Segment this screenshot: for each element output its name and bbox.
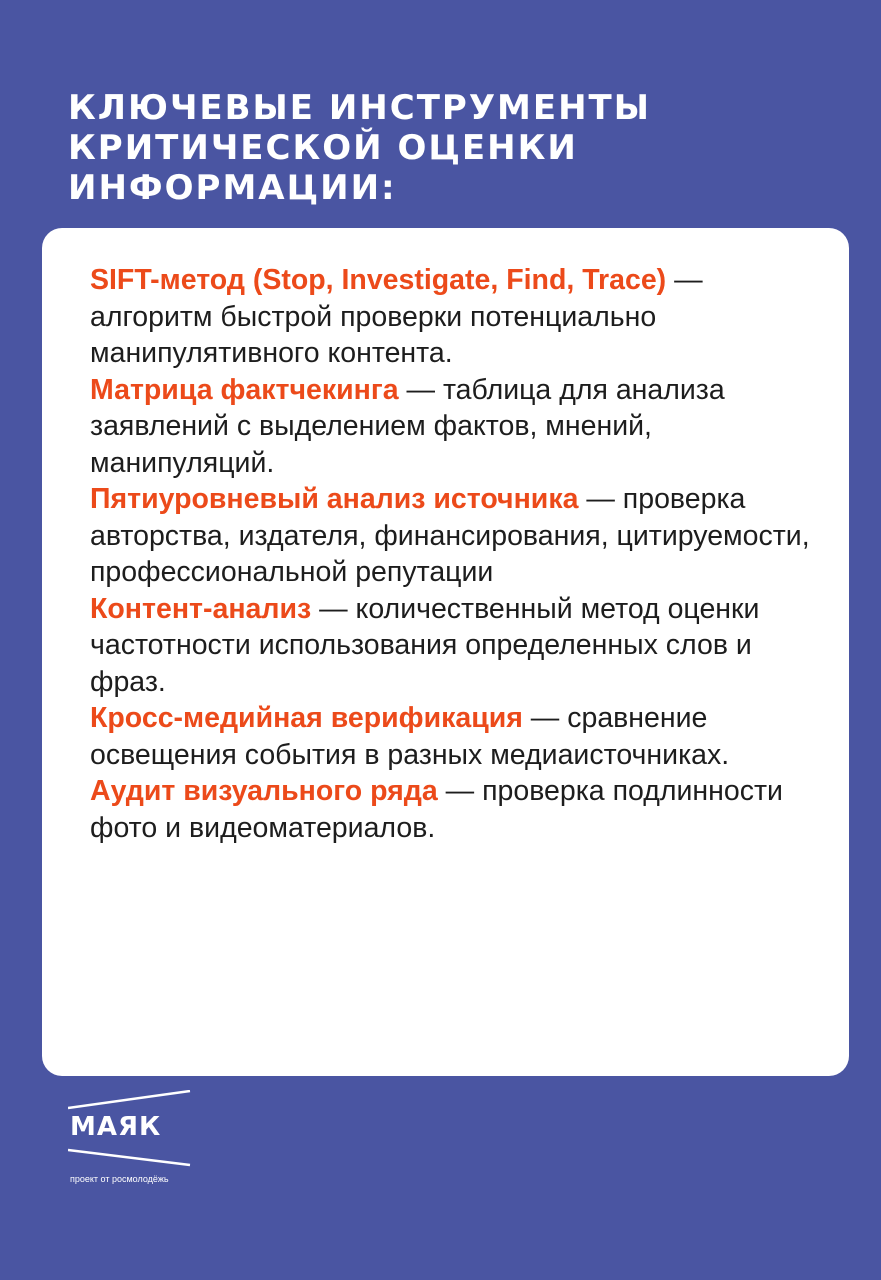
mayak-logo [68, 1090, 198, 1190]
tool-separator: — [311, 592, 356, 625]
tool-term: Аудит визуального ряда [90, 775, 438, 807]
tool-term: Кросс-медийная верификация [90, 702, 523, 734]
tool-term: SIFT-метод (Stop, Investigate, Find, Trace) [90, 264, 667, 296]
title-line-1: КЛЮЧЕВЫЕ ИНСТРУМЕНТЫ [68, 88, 651, 128]
logo-caption: проект от росмолодёжь [70, 1174, 169, 1184]
tool-item-visual-audit [90, 773, 820, 846]
tool-separator: — [522, 702, 568, 734]
tool-item-source-analysis [90, 481, 820, 591]
content-card [42, 228, 849, 1076]
title-line-3: ИНФОРМАЦИИ: [68, 168, 397, 208]
tool-item-cross-media [90, 700, 820, 773]
tool-separator: — [578, 483, 623, 515]
logo-wordmark: МАЯК [70, 1112, 162, 1142]
tool-term: Контент-анализ [90, 592, 312, 625]
tools-list [90, 262, 820, 846]
tool-term: Матрица фактчекинга [90, 373, 399, 406]
tool-description: таблица для анализа заявлений с выделением фактов, мнений, манипуляций. [90, 373, 725, 479]
tool-description: проверка подлинности фото и видеоматериалов. [90, 775, 783, 844]
tool-description: сравнение освещения события в разных медиаисточниках. [90, 702, 730, 771]
title-line-2: КРИТИЧЕСКОЙ ОЦЕНКИ [68, 128, 578, 168]
page-title [68, 88, 828, 208]
tool-description: количественный метод оценки частотности использования определенных слов и фраз. [90, 592, 760, 698]
tool-description: алгоритм быстрой проверки потенциально манипулятивного контента. [90, 300, 657, 369]
tool-separator: — [666, 264, 703, 296]
tool-term: Пятиуровневый анализ источника [90, 483, 579, 515]
tool-separator: — [398, 373, 443, 406]
tool-item-sift [90, 262, 820, 372]
tool-item-content-analysis [90, 591, 820, 701]
tool-description: проверка авторства, издателя, финансирования, цитируемости, профессиональной репутации [90, 483, 810, 588]
tool-item-factcheck-matrix [90, 372, 820, 482]
tool-separator: — [437, 775, 483, 807]
